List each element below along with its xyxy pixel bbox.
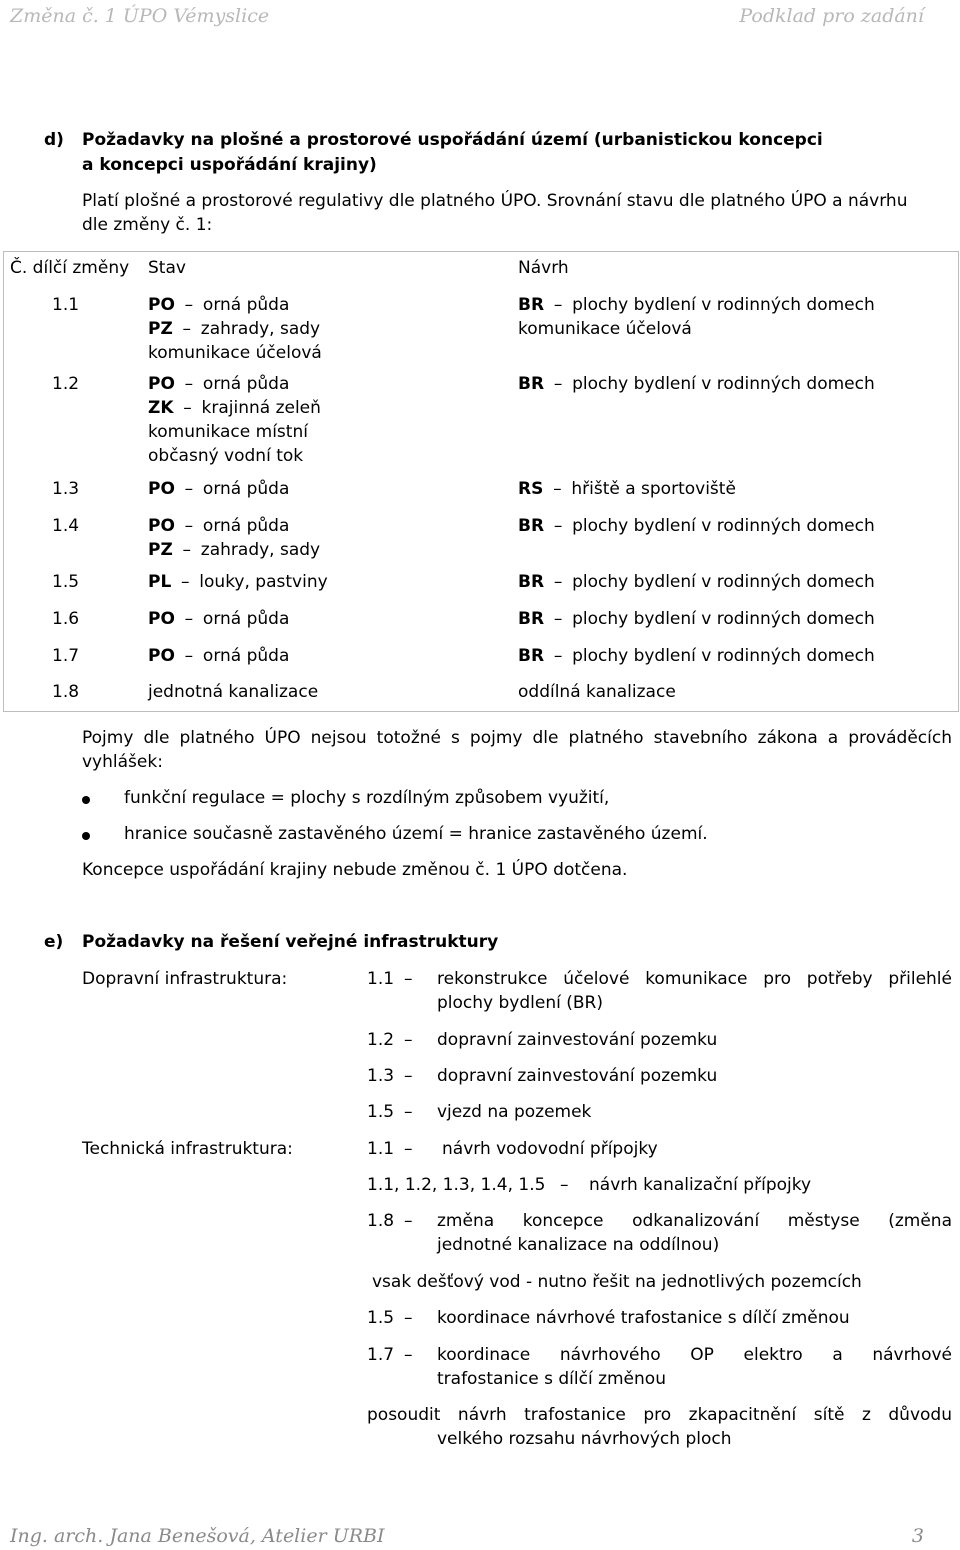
zone-code: PO <box>148 516 175 536</box>
dopravni-label: Dopravní infrastruktura: <box>82 969 288 989</box>
stav-entry: občasný vodní tok <box>148 446 304 466</box>
item-text: koordinace návrhové trafostanice s dílčí změnou <box>437 1308 850 1328</box>
item-dash: – <box>404 969 413 989</box>
row-num: 1.2 <box>52 374 80 394</box>
item-num: 1.5 <box>367 1308 395 1328</box>
zone-code: BR <box>518 295 545 315</box>
item-text: dopravní zainvestování pozemku <box>437 1066 718 1086</box>
zone-code: BR <box>518 374 545 394</box>
navrh-entry: BR – plochy bydlení v rodinných domech <box>518 295 875 315</box>
section-e-label: e) <box>44 932 64 952</box>
item-num: 1.3 <box>367 1066 395 1086</box>
zone-code: BR <box>518 646 545 666</box>
row-num: 1.3 <box>52 479 80 499</box>
item-text: dopravní zainvestování pozemku <box>437 1030 718 1050</box>
closing-sentence: Koncepce uspořádání krajiny nebude změnou č. 1 ÚPO dotčena. <box>82 860 628 880</box>
stav-entry: PL – louky, pastviny <box>148 572 328 592</box>
item-num: 1.5 <box>367 1102 395 1122</box>
row-num: 1.6 <box>52 609 80 629</box>
item-num: 1.8 <box>367 1211 395 1231</box>
table-header-navrh: Návrh <box>518 258 569 278</box>
zone-code: PO <box>148 646 175 666</box>
zone-code: PL <box>148 572 172 592</box>
section-d-intro-1: Platí plošné a prostorové regulativy dle platného ÚPO. Srovnání stavu dle platného ÚPO a návrhu <box>82 191 908 211</box>
section-d-label: d) <box>44 130 64 150</box>
item-text: vjezd na pozemek <box>437 1102 592 1122</box>
stav-entry: ZK – krajinná zeleň <box>148 398 321 418</box>
posoudit-text-2: velkého rozsahu návrhových ploch <box>437 1429 732 1449</box>
header-right: Podklad pro zadání <box>739 5 924 27</box>
dash-separator: – <box>183 398 192 418</box>
row-num: 1.1 <box>52 295 80 315</box>
item-text: koordinace návrhového OP elektro a návrhové <box>437 1345 952 1365</box>
zone-code: ZK <box>148 398 174 418</box>
zone-code: PO <box>148 374 175 394</box>
notes-line-1: Pojmy dle platného ÚPO nejsou totožné s pojmy dle platného stavebního zákona a prováděcích <box>82 728 952 748</box>
zone-code: PO <box>148 295 175 315</box>
table-header-stav: Stav <box>148 258 186 278</box>
zone-code: PZ <box>148 540 173 560</box>
dash-separator: – <box>184 295 194 315</box>
section-e-title: Požadavky na řešení veřejné infrastruktury <box>82 932 499 952</box>
navrh-entry: komunikace účelová <box>518 319 692 339</box>
bullet-icon <box>82 832 90 840</box>
stav-entry: PO – orná půda <box>148 374 290 394</box>
item-dash: – <box>404 1345 413 1365</box>
dash-separator: – <box>184 516 194 536</box>
dash-separator: – <box>553 374 563 394</box>
dash-separator: – <box>553 609 563 629</box>
item-text: plochy bydlení (BR) <box>437 993 603 1013</box>
item-dash: – <box>560 1175 569 1195</box>
item-text: jednotné kanalizace na oddílnou) <box>437 1235 720 1255</box>
dash-separator: – <box>182 540 192 560</box>
stav-entry: PO – orná půda <box>148 609 290 629</box>
item-text: rekonstrukce účelové komunikace pro potřeby přilehlé <box>437 969 952 989</box>
item-dash: – <box>404 1102 413 1122</box>
section-d-title-2: a koncepci uspořádání krajiny) <box>82 155 377 175</box>
zone-code: BR <box>518 516 545 536</box>
item-num: 1.2 <box>367 1030 395 1050</box>
zone-code: BR <box>518 572 545 592</box>
comparison-table-frame <box>3 251 959 712</box>
bullet-icon <box>82 796 90 804</box>
zone-code: RS <box>518 479 544 499</box>
row-num: 1.5 <box>52 572 80 592</box>
dash-separator: – <box>182 319 192 339</box>
header-left: Změna č. 1 ÚPO Vémyslice <box>10 5 270 27</box>
stav-entry: PZ – zahrady, sady <box>148 540 321 560</box>
page-number: 3 <box>911 1525 924 1547</box>
section-d-intro-2: dle změny č. 1: <box>82 215 213 235</box>
item-dash: – <box>404 1066 413 1086</box>
stav-entry: jednotná kanalizace <box>148 682 319 702</box>
dash-separator: – <box>553 516 563 536</box>
dash-separator: – <box>184 646 194 666</box>
navrh-entry: oddílná kanalizace <box>518 682 676 702</box>
navrh-entry: RS – hřiště a sportoviště <box>518 479 736 499</box>
section-d-title-1: Požadavky na plošné a prostorové uspořádání území (urbanistickou koncepci <box>82 130 823 150</box>
item-text: trafostanice s dílčí změnou <box>437 1369 666 1389</box>
drainage-note: vsak dešťový vod - nutno řešit na jednotlivých pozemcích <box>372 1272 862 1292</box>
dash-separator: – <box>184 609 194 629</box>
navrh-entry: BR – plochy bydlení v rodinných domech <box>518 609 875 629</box>
dash-separator: – <box>553 646 563 666</box>
zone-code: BR <box>518 609 545 629</box>
item-text: návrh kanalizační přípojky <box>589 1175 812 1195</box>
navrh-entry: BR – plochy bydlení v rodinných domech <box>518 646 875 666</box>
dash-separator: – <box>553 479 562 499</box>
navrh-entry: BR – plochy bydlení v rodinných domech <box>518 374 875 394</box>
stav-entry: PO – orná půda <box>148 516 290 536</box>
item-num: 1.1 <box>367 1139 395 1159</box>
stav-entry: komunikace účelová <box>148 343 322 363</box>
item-text: návrh vodovodní přípojky <box>442 1139 658 1159</box>
stav-entry: komunikace místní <box>148 422 308 442</box>
item-text: změna koncepce odkanalizování městyse (změna <box>437 1211 952 1231</box>
footer-left: Ing. arch. Jana Benešová, Atelier URBI <box>10 1525 385 1547</box>
item-dash: – <box>404 1030 413 1050</box>
dash-separator: – <box>553 295 563 315</box>
item-num: 1.7 <box>367 1345 395 1365</box>
dash-separator: – <box>184 374 194 394</box>
bullet-item: hranice současně zastavěného území = hranice zastavěného území. <box>124 824 708 844</box>
table-header-num: Č. dílčí změny <box>10 258 130 278</box>
item-num: 1.1 <box>367 969 395 989</box>
row-num: 1.7 <box>52 646 80 666</box>
stav-entry: PO – orná půda <box>148 646 290 666</box>
zone-code: PZ <box>148 319 173 339</box>
dash-separator: – <box>184 479 194 499</box>
bullet-item: funkční regulace = plochy s rozdílným způsobem využití, <box>124 788 610 808</box>
item-dash: – <box>404 1139 413 1159</box>
row-num: 1.4 <box>52 516 80 536</box>
stav-entry: PO – orná půda <box>148 295 290 315</box>
dash-separator: – <box>553 572 563 592</box>
dash-separator: – <box>181 572 190 592</box>
zone-code: PO <box>148 609 175 629</box>
posoudit-text-1: posoudit návrh trafostanice pro zkapacitnění sítě z důvodu <box>367 1405 952 1425</box>
row-num: 1.8 <box>52 682 80 702</box>
item-dash: – <box>404 1308 413 1328</box>
notes-line-2: vyhlášek: <box>82 752 163 772</box>
item-dash: – <box>404 1211 413 1231</box>
stav-entry: PZ – zahrady, sady <box>148 319 321 339</box>
item-num: 1.1, 1.2, 1.3, 1.4, 1.5 <box>367 1175 546 1195</box>
technicka-label: Technická infrastruktura: <box>82 1139 293 1159</box>
zone-code: PO <box>148 479 175 499</box>
navrh-entry: BR – plochy bydlení v rodinných domech <box>518 572 875 592</box>
navrh-entry: BR – plochy bydlení v rodinných domech <box>518 516 875 536</box>
stav-entry: PO – orná půda <box>148 479 290 499</box>
